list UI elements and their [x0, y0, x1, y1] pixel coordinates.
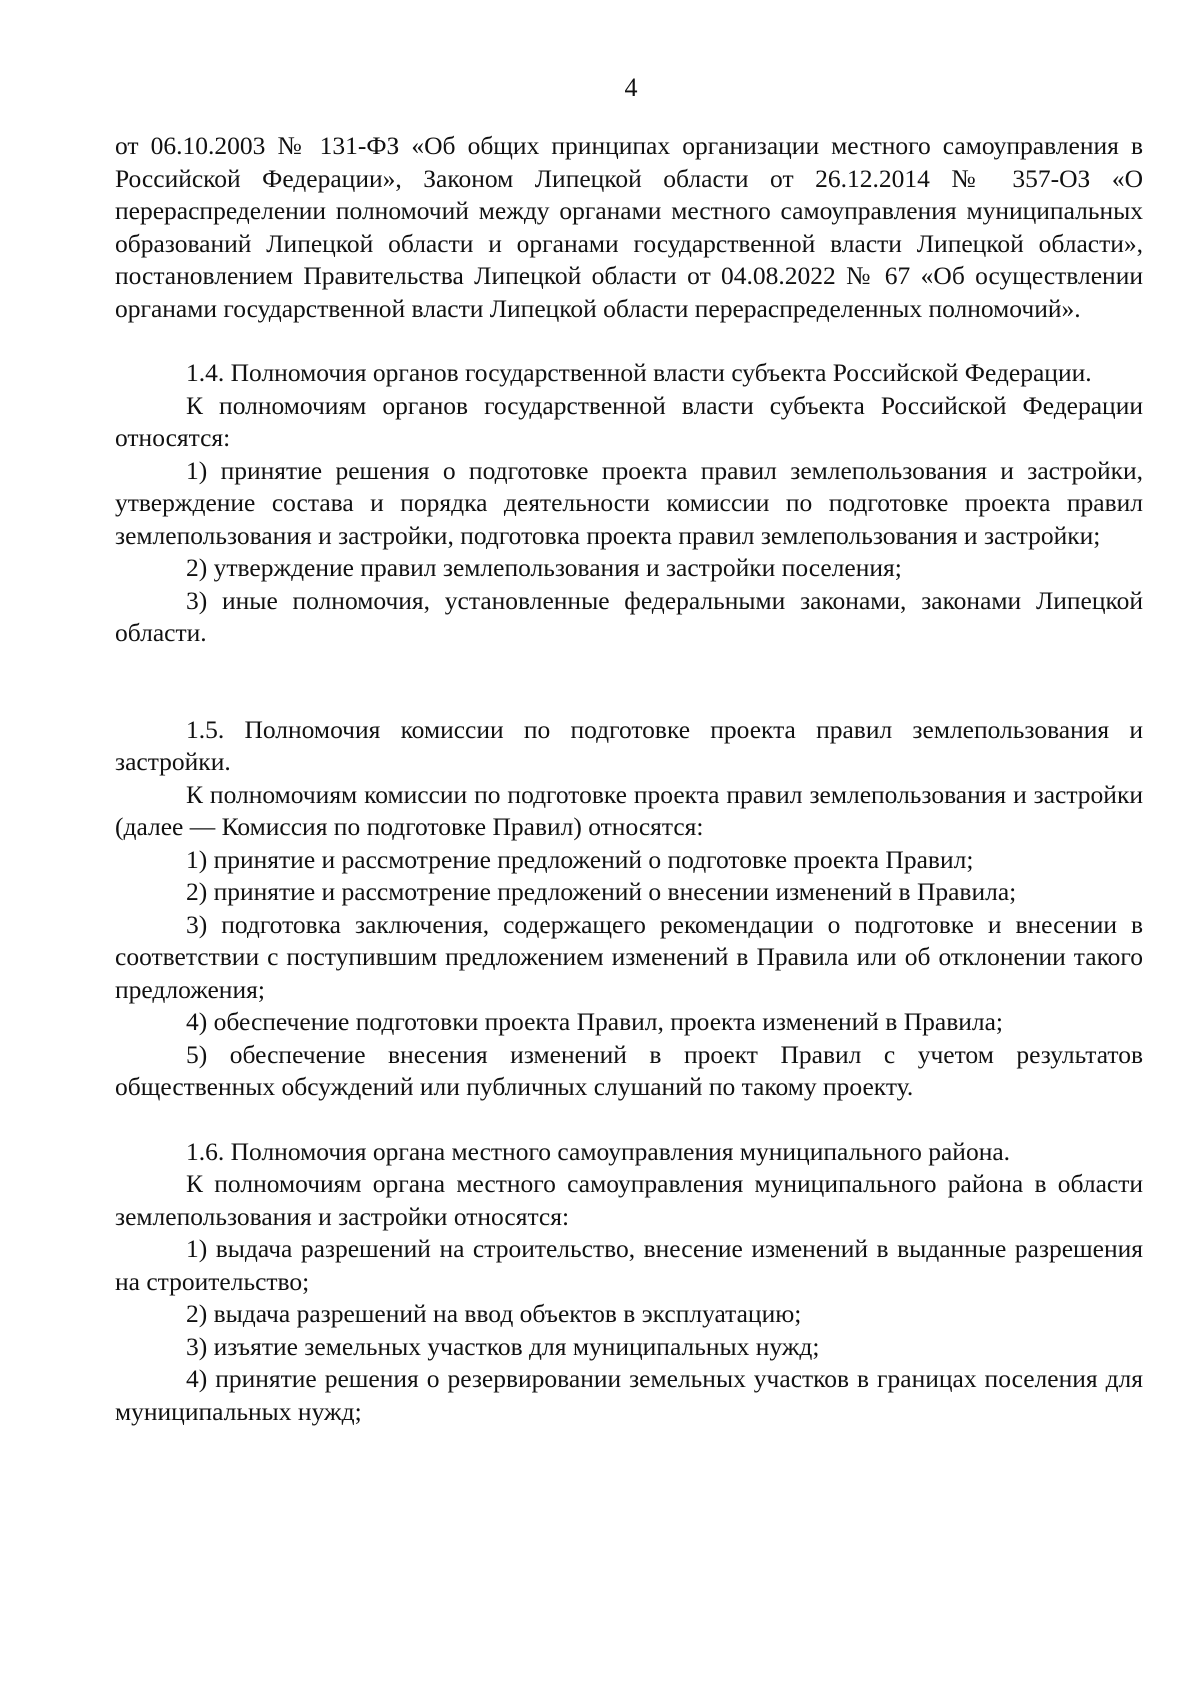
section-1-4-heading: 1.4. Полномочия органов государственной власти субъекта Российской Федерации.	[186, 358, 1092, 387]
section-1-5-item-1: 1) принятие и рассмотрение предложений о подготовке проекта Правил;	[186, 844, 974, 874]
section-1-4-item-1: 1) принятие решения о подготовке проекта правил землепользования и застройки, утверждение состава и порядка деятельности комиссии по подготовке проекта правил землепользования и застройки, подготовка проекта правил землепользования и застройки;	[115, 455, 1143, 550]
section-1-6-item-2: 2) выдача разрешений на ввод объектов в эксплуатацию;	[186, 1299, 802, 1328]
section-1-6-item-4: 4) принятие решения о резервировании земельных участков в границах поселения для муниципальных нужд;	[115, 1364, 1143, 1426]
section-1-4-lead: К полномочиям органов государственной власти субъекта Российской Федерации относятся:	[115, 390, 1143, 452]
section-1-5-heading: 1.5. Полномочия комиссии по подготовке проекта правил землепользования и застройки.	[115, 714, 1143, 776]
section-1-6-item-1: 1) выдача разрешений на строительство, внесение изменений в выданные разрешения на строительство;	[115, 1234, 1143, 1296]
section-1-6-item-3: 3) изъятие земельных участков для муниципальных нужд;	[186, 1331, 820, 1361]
document-body	[115, 130, 1143, 1428]
section-1-5-item-5: 5) обеспечение внесения изменений в проект Правил с учетом результатов общественных обсуждений или публичных слушаний по такому проекту.	[115, 1039, 1143, 1101]
page-number: 4	[624, 73, 638, 102]
paragraph-spacer	[115, 325, 1143, 357]
section-1-4-item-3: 3) иные полномочия, установленные федеральными законами, законами Липецкой области.	[115, 585, 1143, 647]
section-1-5-item-4: 4) обеспечение подготовки проекта Правил, проекта изменений в Правила;	[186, 1007, 1004, 1036]
section-1-4-item-2: 2) утверждение правил землепользования и застройки поселения;	[186, 553, 902, 582]
section-1-5-lead: К полномочиям комиссии по подготовке проекта правил землепользования и застройки (далее — Комиссия по подготовке Правил) относятся:	[115, 779, 1143, 841]
section-1-5-item-2: 2) принятие и рассмотрение предложений о внесении изменений в Правила;	[186, 877, 1017, 906]
section-1-5-item-3: 3) подготовка заключения, содержащего рекомендации о подготовке и внесении в соответствии с поступившим предложением изменений в Правила или об отклонении такого предложения;	[115, 909, 1143, 1004]
section-1-6-lead: К полномочиям органа местного самоуправления муниципального района в области землепользования и застройки относятся:	[115, 1169, 1143, 1231]
paragraph-spacer	[115, 650, 1143, 714]
paragraph-spacer	[115, 1104, 1143, 1136]
section-1-6-heading: 1.6. Полномочия органа местного самоуправления муниципального района.	[186, 1136, 1011, 1166]
intro-paragraph: от 06.10.2003 № 131-ФЗ «Об общих принципах организации местного самоуправления в Российской Федерации», Законом Липецкой области от 26.12.2014 № 357-ОЗ «О перераспределении полномочий между органами местного самоуправления муниципальных образований Липецкой области и органами государственной власти Липецкой области», постановлением Правительства Липецкой области от 04.08.2022 № 67 «Об осуществлении органами государственной власти Липецкой области перераспределенных полномочий».	[115, 131, 1143, 323]
